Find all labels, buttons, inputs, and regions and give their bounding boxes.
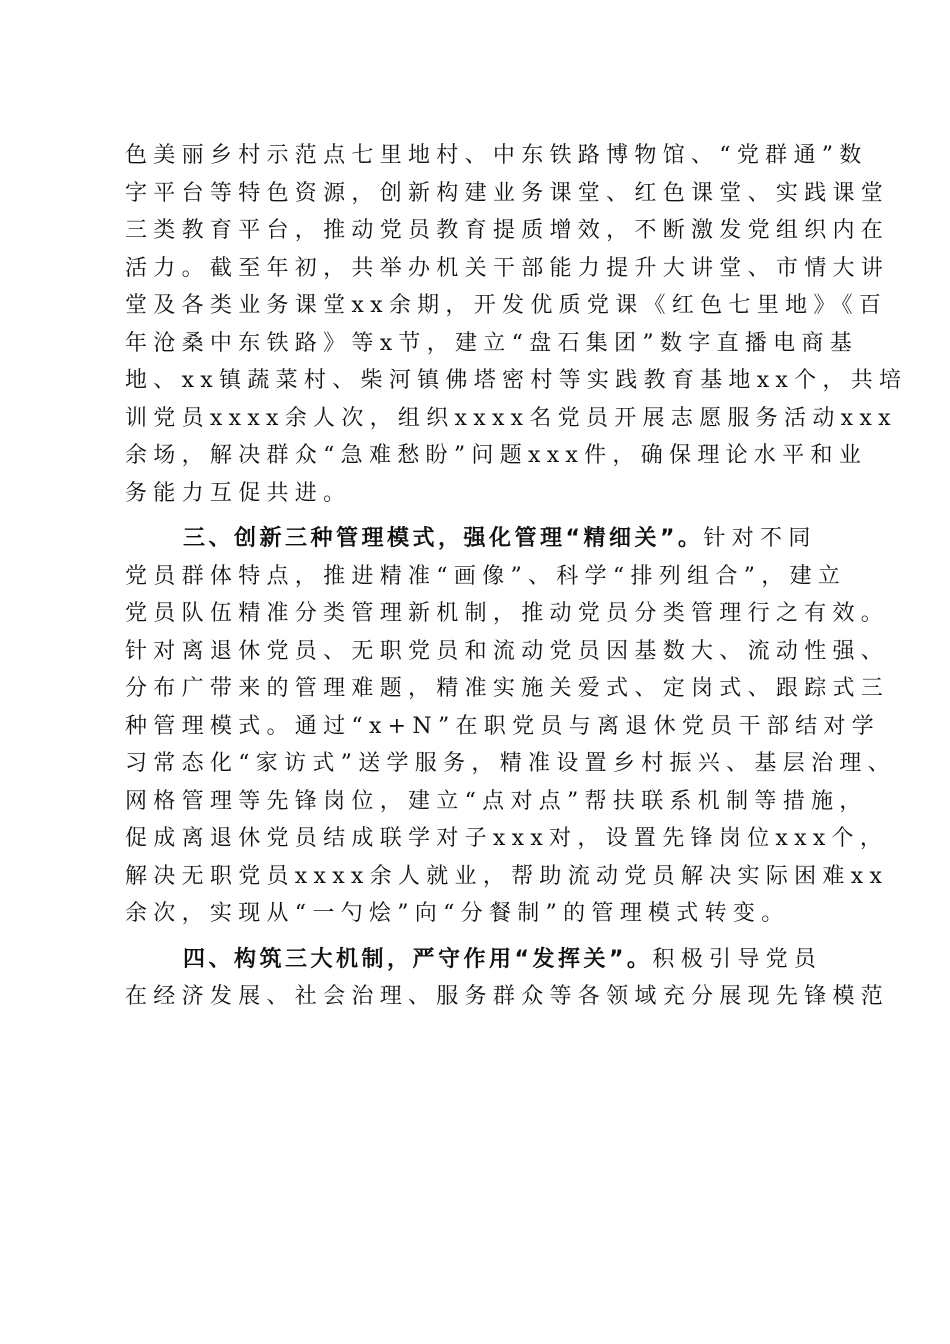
text-line: 网格管理等先锋岗位，建立“点对点”帮扶联系机制等措施， xyxy=(125,788,868,814)
text-line: 党员群体特点，推进精准“画像”、科学“排列组合”，建立 xyxy=(125,563,847,589)
text-span: 针对不同 xyxy=(703,526,817,551)
text-line: 余场，解决群众“急难愁盼”问题xxx件，确保理论水平和业 xyxy=(125,443,868,468)
text-line: 地、xx镇蔬菜村、柴河镇佛塔密村等实践教育基地xx个，共培 xyxy=(125,368,908,393)
section-3-first-line xyxy=(125,520,825,558)
text-line: 余次，实现从“一勺烩”向“分餐制”的管理模式转变。 xyxy=(125,901,790,926)
text-line: 色美丽乡村示范点七里地村、中东铁路博物馆、“党群通”数 xyxy=(125,143,868,168)
text-line: 活力。截至年初，共举办机关干部能力提升大讲堂、市情大讲 xyxy=(125,255,890,281)
paragraph-education-platforms xyxy=(125,137,908,512)
section-4-mechanisms xyxy=(125,941,890,1016)
section-4-first-line xyxy=(125,941,825,979)
text-line: 堂及各类业务课堂xx余期，开发优质党课《红色七里地》《百 xyxy=(125,293,888,318)
text-line: 务能力互促共进。 xyxy=(125,480,352,506)
document-page xyxy=(125,137,908,1016)
text-line: 种管理模式。通过“x+N”在职党员与离退休党员干部结对学 xyxy=(125,713,880,739)
text-line: 针对离退休党员、无职党员和流动党员因基数大、流动性强、 xyxy=(125,638,890,664)
paragraph-gap xyxy=(125,933,825,941)
text-line: 年沧桑中东铁路》等x节，建立“盘石集团”数字直播电商基 xyxy=(125,330,859,356)
section-3-management-modes xyxy=(125,520,896,933)
text-line: 训党员xxxx余人次，组织xxxx名党员开展志愿服务活动xxx xyxy=(125,405,897,431)
text-line: 字平台等特色资源，创新构建业务课堂、红色课堂、实践课堂 xyxy=(125,180,890,206)
text-line: 分布广带来的管理难题，精准实施关爱式、定岗式、跟踪式三 xyxy=(125,676,890,701)
text-line: 三类教育平台，推动党员教育提质增效，不断激发党组织内在 xyxy=(125,218,890,243)
text-line: 在经济发展、社会治理、服务群众等各领域充分展现先锋模范 xyxy=(125,984,890,1009)
text-line: 党员队伍精准分类管理新机制，推动党员分类管理行之有效。 xyxy=(125,601,890,626)
text-line: 促成离退休党员结成联学对子xxx对，设置先锋岗位xxx个， xyxy=(125,826,889,851)
section-3-heading: 三、创新三种管理模式，强化管理“精细关”。 xyxy=(183,526,704,551)
text-line: 习常态化“家访式”送学服务，精准设置乡村振兴、基层治理、 xyxy=(125,751,896,776)
section-4-heading: 四、构筑三大机制，严守作用“发挥关”。 xyxy=(183,946,653,972)
text-line: 解决无职党员xxxx余人就业，帮助流动党员解决实际困难xx xyxy=(125,863,889,889)
text-span: 积极引导党员 xyxy=(652,946,823,972)
paragraph-gap xyxy=(125,512,825,520)
